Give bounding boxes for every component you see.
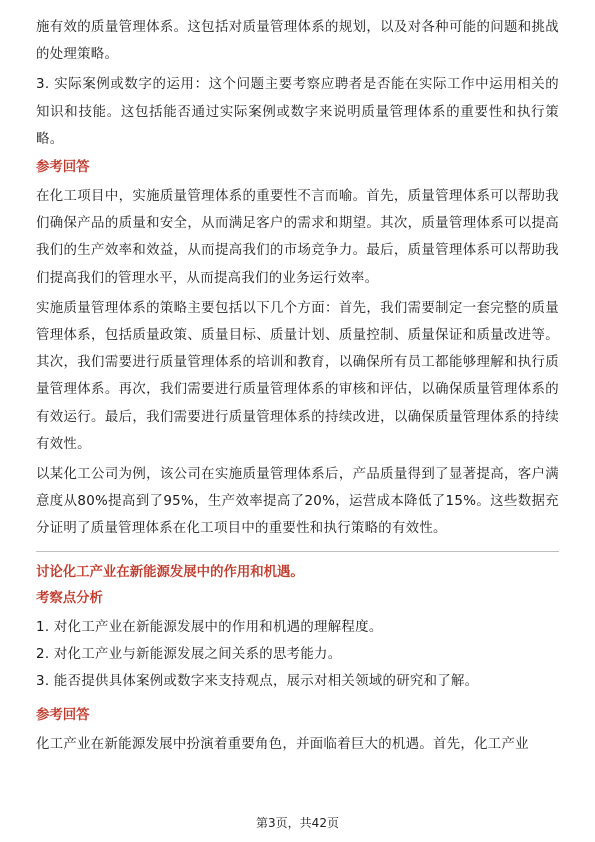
section-divider [36, 551, 559, 552]
answer-paragraph-start: 化工产业在新能源发展中扮演着重要角色，并面临着巨大的机遇。首先，化工产业 [36, 736, 529, 752]
question-title: 讨论化工产业在新能源发展中的作用和机遇。 [36, 564, 304, 580]
answer-paragraph-3: 以某化工公司为例，该公司在实施质量管理体系后，产品质量得到了显著提高，客户满意度从80%提高到了95%，生产效率提高了20%，运营成本降低了15%。这些数据充分证明了质量管理体系在化工项目中的重要性和执行策略的有效性。 [36, 467, 559, 537]
analysis-heading: 考察点分析 [36, 590, 103, 606]
answer-paragraph-2: 实施质量管理体系的策略主要包括以下几个方面：首先，我们需要制定一套完整的质量管理体系，包括质量政策、质量目标、质量计划、质量控制、质量保证和质量改进等。其次，我们需要进行质量管理体系的培训和教育，以确保所有员工都能够理解和执行质量管理体系。再次，我们需要进行质量管理体系的审核和评估，以确保质量管理体系的有效运行。最后，我们需要进行质量管理体系的持续改进，以确保质量管理体系的持续有效性。 [36, 300, 559, 452]
analysis-item-3: 3. 实际案例或数字的运用：这个问题主要考察应聘者是否能在实际工作中运用相关的知识和技能。这包括能否通过实际案例或数字来说明质量管理体系的重要性和执行策略。 [36, 77, 559, 147]
reference-answer-heading: 参考回答 [36, 160, 90, 176]
analysis-item-1: 1. 对化工产业在新能源发展中的作用和机遇的理解程度。 [36, 619, 383, 635]
analysis-item-3: 3. 能否提供具体案例或数字来支持观点，展示对相关领域的研究和了解。 [36, 673, 479, 689]
answer-paragraph-1: 在化工项目中，实施质量管理体系的重要性不言而喻。首先，质量管理体系可以帮助我们确保产品的质量和安全，从而满足客户的需求和期望。其次，质量管理体系可以提高我们的生产效率和效益，从而提高我们的市场竞争力。最后，质量管理体系可以帮助我们提高我们的管理水平，从而提高我们的业务运行效率。 [36, 189, 559, 286]
page-content [36, 14, 559, 761]
analysis-item-2: 2. 对化工产业与新能源发展之间关系的思考能力。 [36, 646, 342, 662]
page-number: 第3页，共42页 [256, 816, 339, 830]
paragraph-continued: 施有效的质量管理体系。这包括对质量管理体系的规划，以及对各种可能的问题和挑战的处理策略。 [36, 20, 559, 63]
reference-answer-heading-2: 参考回答 [36, 707, 90, 723]
